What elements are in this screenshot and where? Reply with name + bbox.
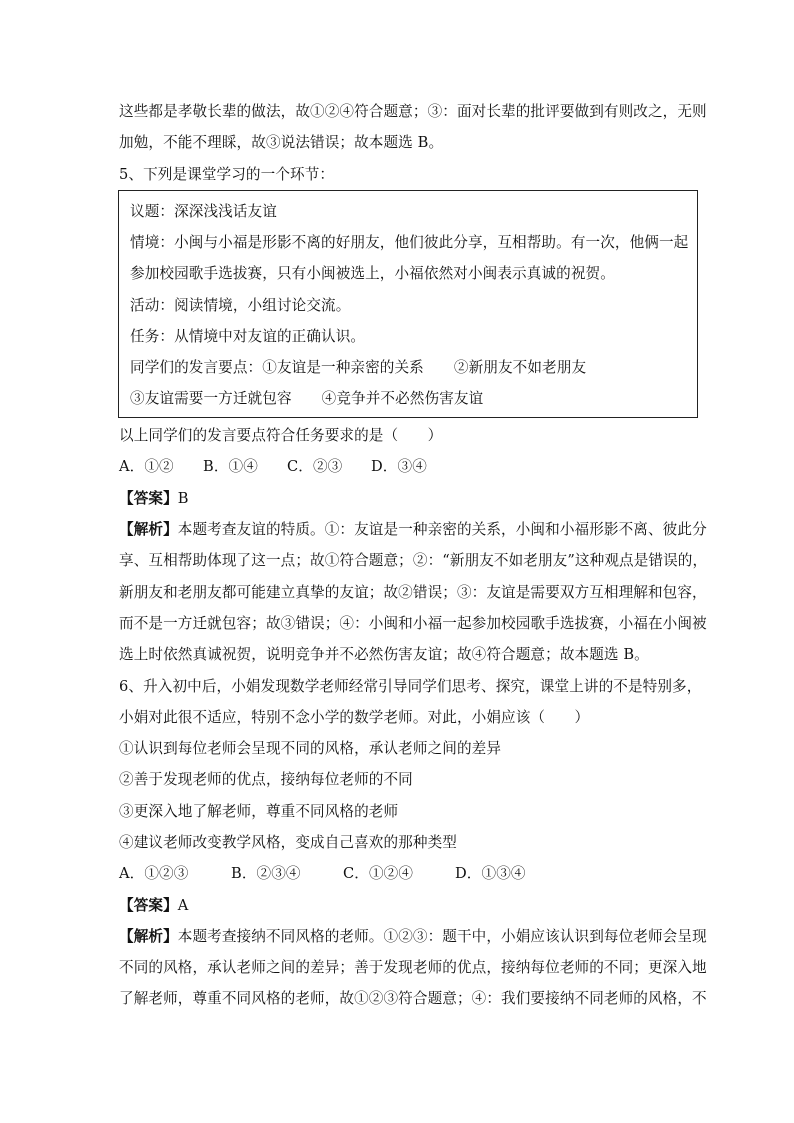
q6-option-b: B．②③④	[231, 865, 301, 882]
box-topic: 议题：深深浅浅话友谊	[130, 203, 277, 220]
q5-analysis-line-1	[119, 520, 707, 540]
q6-stem-line-1: 6、升入初中后，小娟发现数学老师经常引导同学们思考、探究，课堂上讲的不是特别多，	[119, 678, 702, 695]
answer-value: A	[177, 897, 189, 914]
q6-analysis-line-1	[119, 927, 707, 947]
q5-option-d: D．③④	[371, 458, 427, 475]
box-activity: 活动：阅读情境，小组讨论交流。	[130, 297, 351, 314]
box-scenario-2: 参加校园歌手选拔赛，只有小闽被选上，小福依然对小闽表示真诚的祝贺。	[130, 265, 615, 282]
answer-value: B	[177, 490, 189, 507]
q5-question: 以上同学们的发言要点符合任务要求的是（ ）	[119, 427, 443, 444]
q6-item-1: ①认识到每位老师会呈现不同的风格，承认老师之间的差异	[119, 740, 502, 757]
q6-item-2: ②善于发现老师的优点，接纳每位老师的不同	[119, 771, 413, 788]
q6-answer	[119, 896, 188, 916]
answer-label: 【答案】	[119, 490, 178, 507]
q5-stem: 5、下列是课堂学习的一个环节：	[119, 166, 335, 183]
q6-option-c: C．①②④	[343, 865, 414, 882]
analysis-label: 【解析】	[119, 928, 178, 945]
q5-analysis-line-4: 而不是一方迁就包容；故③错误；④：小闽和小福一起参加校园歌手选拔赛，小福在小闽被	[119, 615, 707, 632]
q6-analysis-line-2: 不同的风格，承认老师之间的差异；善于发现老师的优点，接纳每位老师的不同；更深入地	[119, 959, 707, 976]
q5-analysis-line-5: 选上时依然真诚祝贺，说明竞争并不必然伤害友谊；故④符合题意；故本题选 B。	[119, 646, 649, 663]
analysis-label: 【解析】	[119, 521, 178, 538]
analysis-text: 本题考查友谊的特质。①：友谊是一种亲密的关系，小闽和小福形影不离、彼此分	[177, 521, 707, 538]
box-task: 任务：从情境中对友谊的正确认识。	[130, 328, 366, 345]
q5-answer	[119, 489, 189, 509]
q6-option-a: A．①②③	[119, 865, 189, 882]
box-point-2: ②新朋友不如老朋友	[453, 359, 587, 376]
analysis-text: 本题考查接纳不同风格的老师。①②③：题干中，小娟应该认识到每位老师会呈现	[177, 928, 707, 945]
q5-learning-box	[118, 190, 698, 418]
q6-item-4: ④建议老师改变教学风格，变成自己喜欢的那种类型	[119, 834, 457, 851]
intro-line-2: 加勉，不能不理睬，故③说法错误；故本题选 B。	[119, 134, 444, 151]
box-points-line-2	[130, 389, 483, 409]
box-points-line-1	[130, 358, 586, 378]
intro-line-1: 这些都是孝敬长辈的做法，故①②④符合题意；③：面对长辈的批评要做到有则改之，无则	[119, 103, 707, 120]
q5-options	[119, 457, 427, 477]
q6-option-d: D．①③④	[455, 865, 526, 882]
q5-option-a: A．①②	[119, 458, 174, 475]
box-point-1: 同学们的发言要点：①友谊是一种亲密的关系	[130, 359, 424, 376]
q5-analysis-line-3: 新朋友和老朋友都可能建立真挚的友谊；故②错误；③：友谊是需要双方互相理解和包容，	[119, 584, 707, 601]
q5-option-c: C．②③	[287, 458, 343, 475]
box-point-3: ③友谊需要一方迁就包容	[130, 390, 292, 407]
q5-option-b: B．①④	[203, 458, 258, 475]
q6-options	[119, 864, 526, 884]
box-point-4: ④竞争并不必然伤害友谊	[321, 390, 484, 407]
q6-stem-line-2: 小娟对此很不适应，特别不念小学的数学老师。对此，小娟应该（ ）	[119, 709, 590, 726]
box-scenario-1: 情境：小闽与小福是形影不离的好朋友，他们彼此分享，互相帮助。有一次，他俩一起	[130, 234, 689, 251]
q6-analysis-line-3: 了解老师，尊重不同风格的老师，故①②③符合题意；④：我们要接纳不同老师的风格，不	[119, 990, 707, 1007]
answer-label: 【答案】	[119, 897, 178, 914]
q5-analysis-line-2: 享、互相帮助体现了这一点；故①符合题意；②：“新朋友不如老朋友”这种观点是错误的，	[119, 552, 708, 569]
q6-item-3: ③更深入地了解老师，尊重不同风格的老师	[119, 803, 399, 820]
